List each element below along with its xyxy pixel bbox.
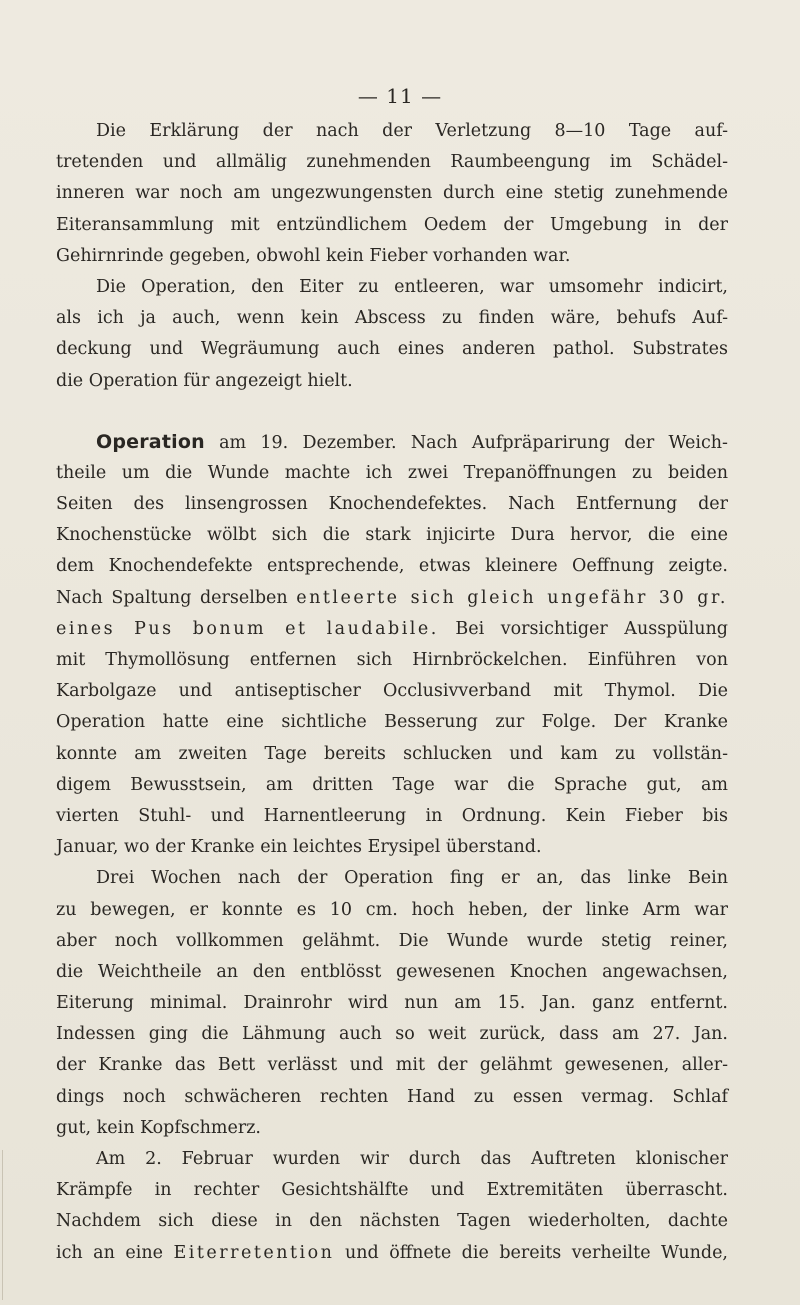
text-line: Januar, wo der Kranke ein leichtes Erysipel überstand. [56, 837, 542, 858]
text-line: Indessen ging die Lähmung auch so weit zurück, dass am 27. Jan. [56, 1024, 728, 1045]
text-span: Nach Spaltung derselben [56, 587, 288, 608]
spaced-emphasis: eines Pus bonum et laudabile. [56, 618, 439, 639]
text-line: konnte am zweiten Tage bereits schlucken und kam zu vollstän- [56, 743, 728, 764]
text-line: gut, kein Kopfschmerz. [56, 1117, 261, 1138]
text-line [56, 583, 728, 614]
text-line: vierten Stuhl- und Harnentleerung in Ordnung. Kein Fieber bis [56, 805, 728, 826]
text-span: am 19. Dezember. Nach Aufpräparirung der Weich- [219, 432, 728, 453]
text-span: ich an eine [56, 1242, 163, 1263]
text-line: Drei Wochen nach der Operation fing er an, das linke Bein [96, 868, 728, 889]
text-line: als ich ja auch, wenn kein Abscess zu finden wäre, behufs Auf- [56, 308, 728, 329]
text-line: Eiteransammlung mit entzündlichem Oedem der Umgebung in der [56, 214, 728, 235]
text-line: deckung und Wegräumung auch eines anderen pathol. Substrates [56, 339, 728, 360]
text-line: Karbolgaze und antiseptischer Occlusivverband mit Thymol. Die [56, 681, 728, 702]
text-line: Die Operation, den Eiter zu entleeren, war umsomehr indicirt, [96, 276, 728, 297]
text-line: Knochenstücke wölbt sich die stark injicirte Dura hervor, die eine [56, 525, 728, 546]
text-line [56, 614, 728, 645]
paragraph-gap [56, 397, 728, 427]
text-line: inneren war noch am ungezwungensten durch eine stetig zunehmende [56, 183, 728, 204]
text-line: Die Erklärung der nach der Verletzung 8—10 Tage auf- [96, 121, 728, 141]
text-line: Seiten des linsengrossen Knochendefektes. Nach Entfernung der [56, 494, 728, 515]
text-line: Gehirnrinde gegeben, obwohl kein Fieber vorhanden war. [56, 245, 571, 266]
text-span: und öffnete die bereits verheilte Wunde, [344, 1242, 728, 1263]
text-line [56, 427, 728, 458]
text-line [56, 1238, 728, 1269]
text-line: digem Bewusstsein, am dritten Tage war die Sprache gut, am [56, 774, 728, 795]
text-line: Krämpfe in rechter Gesichtshälfte und Extremitäten überrascht. [56, 1180, 728, 1201]
text-line: theile um die Wunde machte ich zwei Trepanöffnungen zu beiden [56, 462, 728, 483]
text-line: dem Knochendefekte entsprechende, etwas kleinere Oeffnung zeigte. [56, 556, 728, 577]
text-line: aber noch vollkommen gelähmt. Die Wunde wurde stetig reiner, [56, 930, 728, 951]
text-line: tretenden und allmälig zunehmenden Raumbeengung im Schädel- [56, 152, 728, 173]
body-text [56, 116, 728, 1269]
text-line: der Kranke das Bett verlässt und mit der gelähmt gewesenen, aller- [56, 1055, 728, 1076]
page-edge-line [2, 1150, 3, 1300]
text-line: die Operation für angezeigt hielt. [56, 370, 353, 391]
text-line: die Weichtheile an den entblösst gewesenen Knochen angewachsen, [56, 961, 728, 982]
text-line: Eiterung minimal. Drainrohr wird nun am 15. Jan. ganz entfernt. [56, 993, 728, 1014]
section-heading-operation: Operation [96, 430, 205, 453]
text-line: mit Thymollösung entfernen sich Hirnbröckelchen. Einführen von [56, 650, 728, 670]
text-line: dings noch schwächeren rechten Hand zu essen vermag. Schlaf [56, 1086, 728, 1107]
spaced-emphasis: Eiterretention [173, 1242, 335, 1263]
text-line: zu bewegen, er konnte es 10 cm. hoch heben, der linke Arm war [56, 899, 728, 920]
text-line: Operation hatte eine sichtliche Besserung zur Folge. Der Kranke [56, 712, 728, 733]
text-line: Am 2. Februar wurden wir durch das Auftreten klonischer [96, 1149, 728, 1169]
page-number: — 11 — [357, 84, 443, 108]
spaced-emphasis: entleerte sich gleich ungefähr 30 gr. [296, 587, 728, 608]
text-span: Bei vorsichtiger Ausspülung [455, 618, 728, 639]
text-line: Nachdem sich diese in den nächsten Tagen wiederholten, dachte [56, 1211, 728, 1232]
